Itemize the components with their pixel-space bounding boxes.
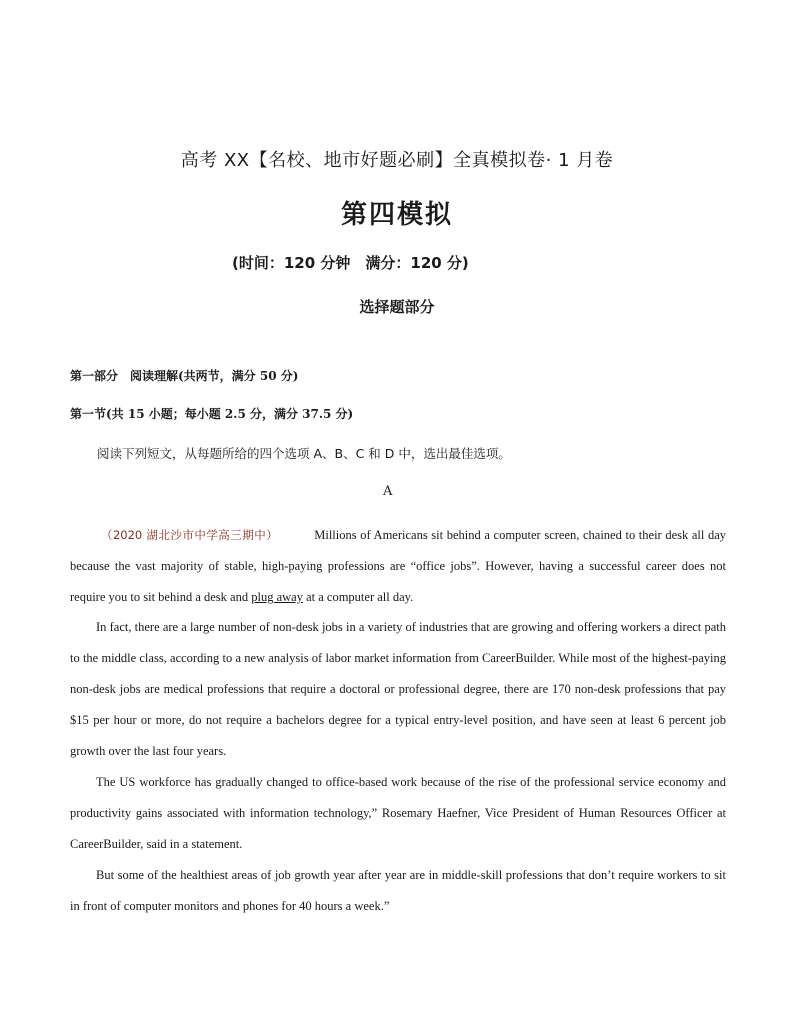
passage-paragraph-2: In fact, there are a large number of non-desk jobs in a variety of industries that are growing and offering workers a direct path to the middle class, according to a new analysis of labor market information from CareerBuilder. While most of the highest-paying non-desk jobs are medical professions that require a doctoral or professional degree, there are 170 non-desk professions that pay $15 per hour or more, do not require a bachelors degree for a typical entry-level position, and have seen at least 6 percent job growth over the last four years. (70, 620, 726, 758)
passage-paragraph-4: But some of the healthiest areas of job growth year after year are in middle-skill professions that don’t require workers to sit in front of computer monitors and phones for 40 hours a week.” (70, 868, 726, 913)
source-tag: （2020 湖北沙市中学高三期中） (101, 528, 279, 542)
series-title: 高考 XX【名校、地市好题必刷】全真模拟卷· 1 月卷 (180, 150, 614, 171)
passage-paragraph-3: The US workforce has gradually changed to office-based work because of the rise of the professional service economy and productivity gains associated with information technology,” Rosemary Haefner, Vice President of Human Resources Officer at CareerBuilder, said in a statement. (70, 775, 726, 851)
part-heading: 第一部分 阅读理解(共两节，满分 50 分) (70, 369, 299, 383)
underlined-phrase: plug away (251, 590, 303, 604)
passage-letter: A (383, 484, 393, 499)
paragraph-1-text-b: at a computer all day. (302, 590, 414, 604)
page-title: 第四模拟 (340, 200, 453, 230)
instruction-text: 阅读下列短文，从每题所给的四个选项 A、B、C 和 D 中，选出最佳选项。 (97, 446, 511, 461)
time-and-score-info: (时间：120 分钟 满分：120 分) (232, 254, 469, 272)
passage-paragraph-1 (70, 520, 726, 613)
section-label: 选择题部分 (359, 298, 435, 316)
paragraph-1-text-a: Millions of Americans sit behind a computer screen, chained to their desk all day because the vast majority of stable, high-paying professions are “office jobs”. However, having a successful career does not require you to sit behind a desk and (70, 528, 726, 604)
section-heading: 第一节(共 15 小题；每小题 2.5 分，满分 37.5 分) (70, 407, 354, 421)
